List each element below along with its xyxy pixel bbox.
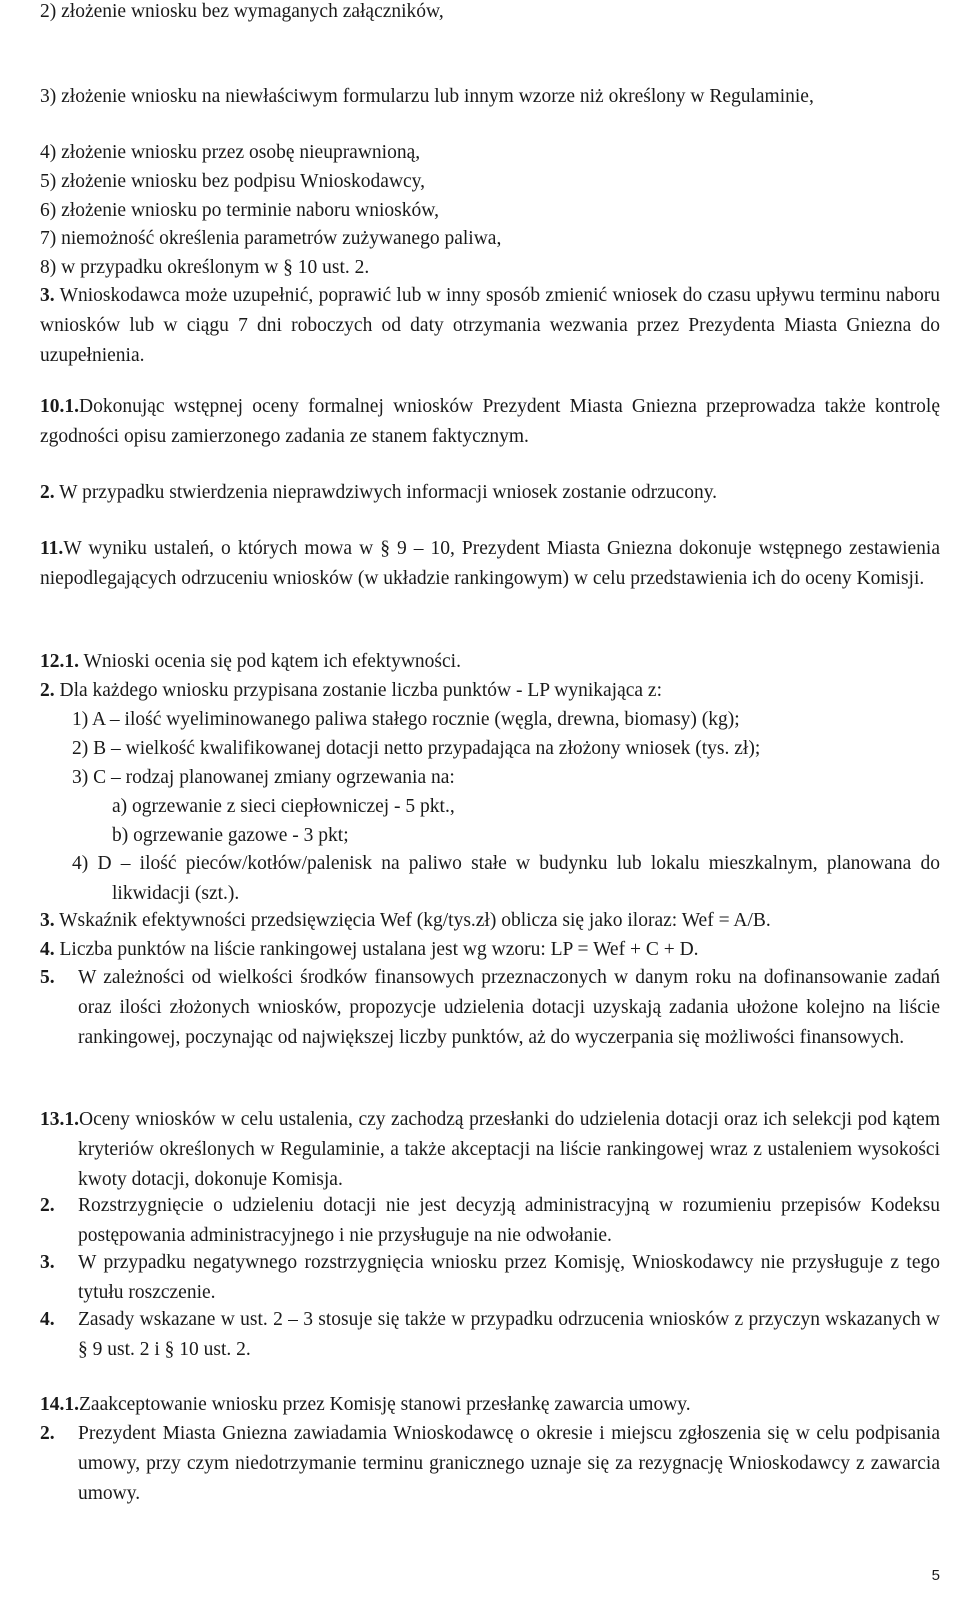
list-item: 7) niemożność określenia parametrów zużywanego paliwa,	[40, 228, 502, 249]
list-item: 4) złożenie wniosku przez osobę nieuprawnioną,	[40, 142, 421, 163]
paragraph-14-1	[40, 1390, 940, 1420]
paragraph-text: W zależności od wielkości środków finansowych przeznaczonych w danym roku na dofinansowanie zadań oraz ilości złożonych wniosków, propozycje udzielenia dotacji uzyskają zadania ułożone kolejno na liście rankingowej, poczynając od największej liczby punktów, aż do wyczerpania się możliwości finansowych.	[78, 967, 940, 1048]
paragraph-number: 13.1.	[40, 1109, 79, 1130]
paragraph-12-5	[40, 963, 940, 1053]
paragraph-number: 4.	[40, 1309, 55, 1330]
paragraph-number: 2.	[40, 482, 55, 503]
paragraph-10-2	[40, 478, 940, 508]
paragraph-number: 3.	[40, 285, 55, 306]
paragraph-text: W wyniku ustaleń, o których mowa w § 9 – 10, Prezydent Miasta Gniezna dokonuje wstępnego zestawienia niepodlegających odrzuceniu wniosków (w układzie rankingowym) w celu przedstawienia ich do oceny Komisji.	[40, 538, 940, 589]
paragraph-number: 4.	[40, 939, 55, 960]
paragraph-text: Prezydent Miasta Gniezna zawiadamia Wnioskodawcę o okresie i miejscu zgłoszenia się w celu podpisania umowy, przy czym niedotrzymanie terminu granicznego uznaje się za rezygnację Wnioskodawcy z zawarcia umowy.	[78, 1423, 940, 1504]
paragraph-13-2	[40, 1191, 940, 1251]
paragraph-number: 2.	[40, 1423, 55, 1444]
paragraph-number: 5.	[40, 967, 55, 988]
paragraph-text: Liczba punktów na liście rankingowej ustalana jest wg wzoru: LP = Wef + C + D.	[59, 939, 699, 960]
paragraph-number: 10.1.	[40, 396, 79, 417]
list-item: 2) B – wielkość kwalifikowanej dotacji netto przypadająca na złożony wniosek (tys. zł);	[72, 738, 761, 759]
paragraph-number: 3.	[40, 910, 55, 931]
paragraph-number: 3.	[40, 1252, 55, 1273]
list-item: 2) złożenie wniosku bez wymaganych załączników,	[40, 1, 444, 22]
paragraph-text: Dokonując wstępnej oceny formalnej wniosków Prezydent Miasta Gniezna przeprowadza także kontrolę zgodności opisu zamierzonego zadania ze stanem faktycznym.	[40, 396, 940, 447]
paragraph-13-3	[40, 1248, 940, 1308]
paragraph-text: Dla każdego wniosku przypisana zostanie liczba punktów - LP wynikająca z:	[59, 680, 663, 701]
list-item: b) ogrzewanie gazowe - 3 pkt;	[112, 825, 349, 846]
paragraph-12-1	[40, 647, 940, 677]
paragraph-11	[40, 534, 940, 594]
paragraph-10-1	[40, 392, 940, 452]
list-item: 8) w przypadku określonym w § 10 ust. 2.	[40, 257, 370, 278]
list-item: a) ogrzewanie z sieci ciepłowniczej - 5 pkt.,	[112, 796, 455, 817]
paragraph-number: 11.	[40, 538, 64, 559]
list-item: 4) D – ilość pieców/kotłów/palenisk na paliwo stałe w budynku lub lokalu mieszkalnym, planowana do likwidacji (szt.).	[72, 853, 940, 904]
paragraph-text: Wnioskodawca może uzupełnić, poprawić lub w inny sposób zmienić wniosek do czasu upływu terminu naboru wniosków lub w ciągu 7 dni roboczych od daty otrzymania wezwania przez Prezydenta Miasta Gniezna do uzupełnienia.	[40, 285, 941, 366]
paragraph-13-4	[40, 1305, 940, 1365]
list-item: 3) C – rodzaj planowanej zmiany ogrzewania na:	[72, 767, 455, 788]
list-item: 5) złożenie wniosku bez podpisu Wnioskodawcy,	[40, 171, 426, 192]
list-item: 1) A – ilość wyeliminowanego paliwa stałego rocznie (węgla, drewna, biomasy) (kg);	[72, 709, 740, 730]
paragraph-number: 2.	[40, 1195, 55, 1216]
list-item: 3) złożenie wniosku na niewłaściwym formularzu lub innym wzorze niż określony w Regulaminie,	[40, 86, 814, 107]
paragraph-14-2	[40, 1419, 940, 1509]
paragraph-9-3	[40, 281, 940, 371]
paragraph-text: W przypadku negatywnego rozstrzygnięcia wniosku przez Komisję, Wnioskodawcy nie przysługuje z tego tytułu roszczenie.	[78, 1252, 940, 1303]
paragraph-text: Wskaźnik efektywności przedsięwzięcia Wef (kg/tys.zł) oblicza się jako iloraz: Wef = A/B.	[59, 910, 771, 931]
paragraph-text: Zaakceptowanie wniosku przez Komisję stanowi przesłankę zawarcia umowy.	[79, 1394, 691, 1415]
paragraph-12-4	[40, 935, 940, 965]
list-item: 6) złożenie wniosku po terminie naboru wniosków,	[40, 200, 439, 221]
paragraph-text: Zasady wskazane w ust. 2 – 3 stosuje się także w przypadku odrzucenia wniosków z przyczyn wskazanych w § 9 ust. 2 i § 10 ust. 2.	[78, 1309, 940, 1360]
paragraph-text: Wnioski ocenia się pod kątem ich efektywności.	[83, 651, 461, 672]
paragraph-number: 14.1.	[40, 1394, 79, 1415]
paragraph-text: W przypadku stwierdzenia nieprawdziwych informacji wniosek zostanie odrzucony.	[59, 482, 718, 503]
paragraph-13-1	[40, 1105, 940, 1195]
paragraph-text: Rozstrzygnięcie o udzieleniu dotacji nie jest decyzją administracyjną w rozumieniu przepisów Kodeksu postępowania administracyjnego i nie przysługuje na nie odwołanie.	[78, 1195, 940, 1246]
paragraph-number: 2.	[40, 680, 55, 701]
page-number: 5	[931, 1567, 940, 1584]
paragraph-number: 12.1.	[40, 651, 79, 672]
paragraph-12-3	[40, 906, 940, 936]
paragraph-12-2	[40, 676, 940, 706]
paragraph-text: Oceny wniosków w celu ustalenia, czy zachodzą przesłanki do udzielenia dotacji oraz ich selekcji pod kątem kryteriów określonych w Regulaminie, a także akceptacji na liście rankingowej wraz z ustaleniem wysokości kwoty dotacji, dokonuje Komisja.	[78, 1109, 940, 1190]
